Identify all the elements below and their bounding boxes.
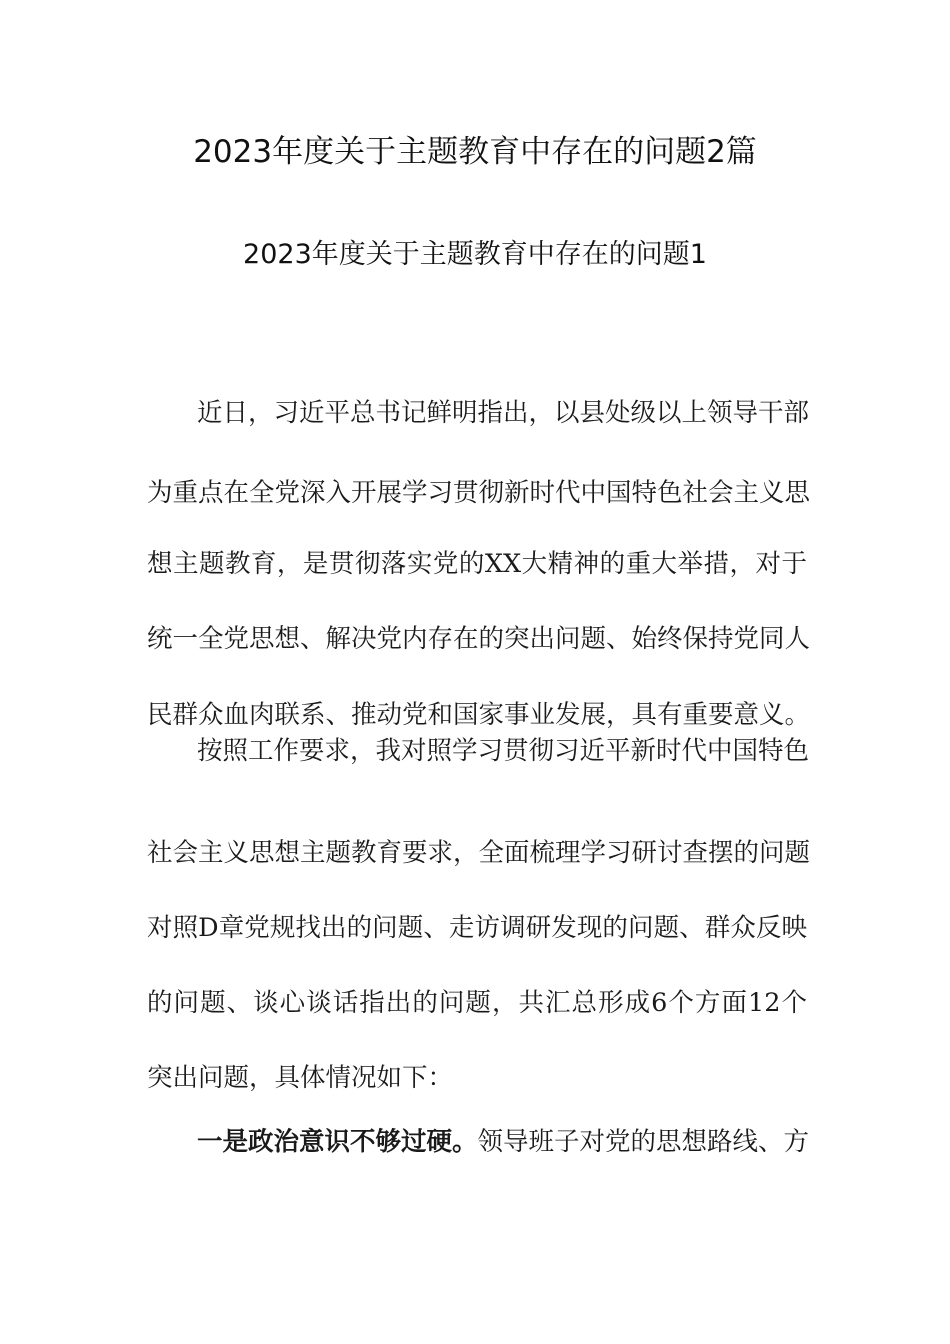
paragraph-1-line-4: 统一全党思想、解决党内存在的突出问题、始终保持党同人 (147, 624, 811, 654)
section-title: 2023年度关于主题教育中存在的问题1 (243, 239, 707, 270)
paragraph-2-line-2: 社会主义思想主题教育要求，全面梳理学习研讨查摆的问题 (147, 838, 811, 868)
paragraph-3-text: 领导班子对党的思想路线、方 (477, 1127, 810, 1157)
paragraph-2-line-5: 突出问题，具体情况如下： (147, 1063, 454, 1093)
paragraph-2-line-3: 对照D章党规找出的问题、走访调研发现的问题、群众反映 (147, 913, 807, 943)
paragraph-1-line-2: 为重点在全党深入开展学习贯彻新时代中国特色社会主义思 (147, 478, 811, 508)
paragraph-1-line-3: 想主题教育，是贯彻落实党的XX大精神的重大举措，对于 (147, 549, 807, 579)
paragraph-1-line-5: 民群众血肉联系、推动党和国家事业发展，具有重要意义。 (147, 700, 811, 730)
paragraph-2-line-1: 按照工作要求，我对照学习贯彻习近平新时代中国特色 (197, 736, 810, 766)
paragraph-3-line-1 (197, 1124, 810, 1160)
paragraph-1-line-1: 近日，习近平总书记鲜明指出，以县处级以上领导干部 (197, 398, 810, 428)
paragraph-2-line-4: 的问题、谈心谈话指出的问题，共汇总形成6个方面12个 (147, 988, 807, 1018)
paragraph-3-lead: 一是政治意识不够过硬。 (197, 1127, 478, 1157)
document-title: 2023年度关于主题教育中存在的问题2篇 (193, 134, 757, 170)
